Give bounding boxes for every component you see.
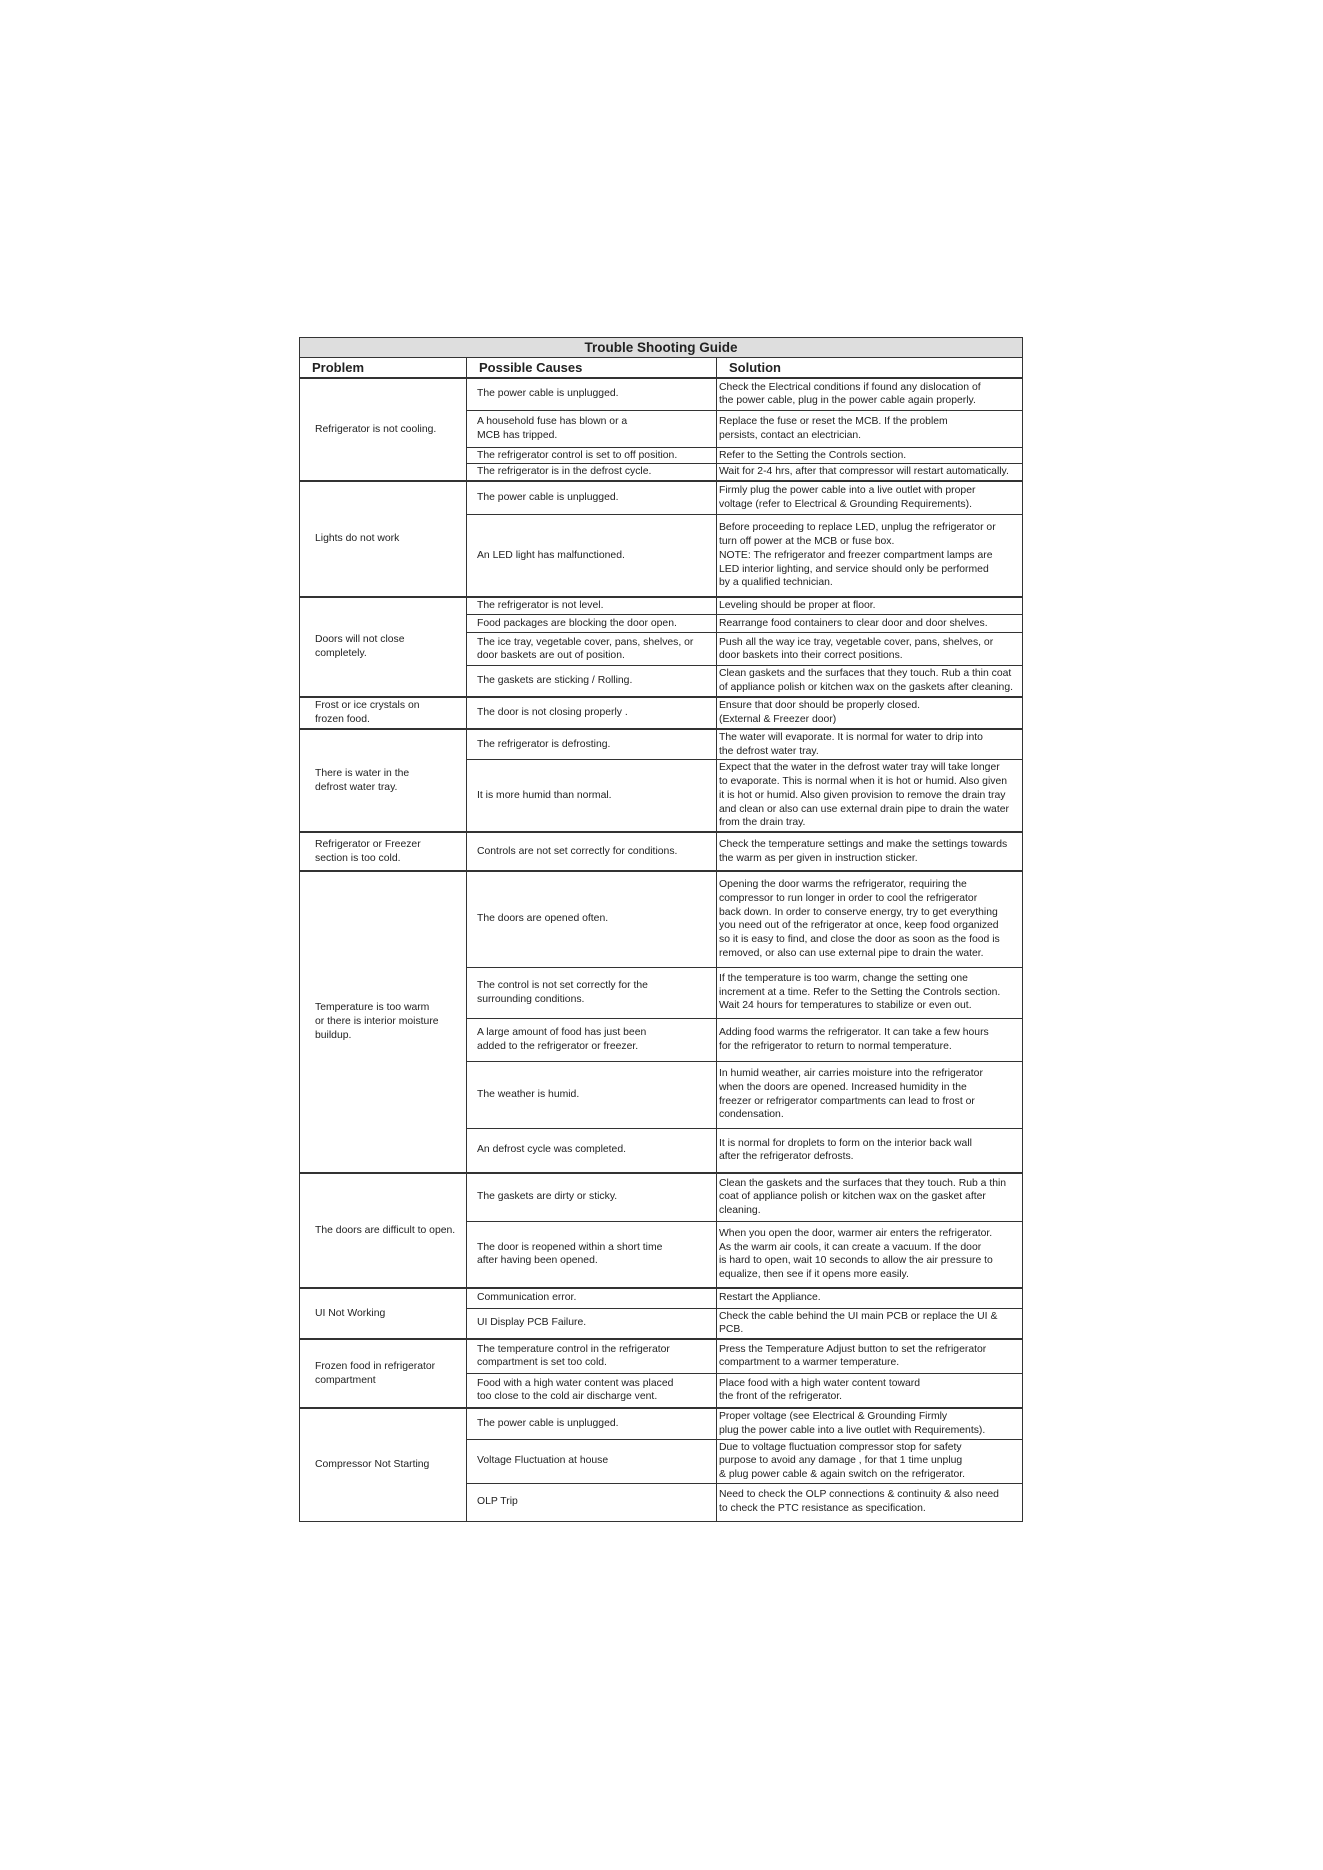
header-possible-causes: Possible Causes xyxy=(467,358,717,379)
solution-cell xyxy=(717,1061,1023,1128)
text-line: When you open the door, warmer air enters the refrigerator. xyxy=(719,1227,993,1239)
solution-cell xyxy=(717,967,1023,1018)
text-line: persists, contact an electrician. xyxy=(719,429,862,441)
text-line: & plug power cable & again switch on the refrigerator. xyxy=(719,1468,966,1480)
text-line: section is too cold. xyxy=(315,852,401,864)
problem-group xyxy=(300,1339,1023,1408)
text-line: Firmly plug the power cable into a live outlet with proper xyxy=(719,485,976,497)
text-line: MCB has tripped. xyxy=(477,429,558,441)
text-line: Wait 24 hours for temperatures to stabilize or even out. xyxy=(719,1000,972,1012)
problem-cell xyxy=(300,597,467,697)
table-row xyxy=(300,1339,1023,1373)
problem-group xyxy=(300,697,1023,729)
problem-cell xyxy=(300,1339,467,1408)
text-line: Need to check the OLP connections & continuity & also need xyxy=(719,1489,999,1501)
table-row xyxy=(300,871,1023,967)
solution-cell xyxy=(717,1018,1023,1061)
text-line: LED interior lighting, and service should only be performed xyxy=(719,563,989,575)
text-line: of appliance polish or kitchen wax on the gaskets after cleaning. xyxy=(719,682,1014,694)
solution-cell: Restart the Appliance. xyxy=(717,1288,1023,1308)
cause-cell xyxy=(467,967,717,1018)
text-line: cleaning. xyxy=(719,1205,761,1217)
text-line: If the temperature is too warm, change the setting one xyxy=(719,972,968,984)
text-line: you need out of the refrigerator at once, keep food organized xyxy=(719,920,999,932)
text-line: Temperature is too warm xyxy=(315,1002,430,1014)
solution-cell: Check the cable behind the UI main PCB or replace the UI & PCB. xyxy=(717,1308,1023,1339)
solution-cell xyxy=(717,481,1023,515)
text-line: Clean gaskets and the surfaces that they touch. Rub a thin coat xyxy=(719,668,1012,680)
text-line: back down. In order to conserve energy, try to get everything xyxy=(719,906,998,918)
cause-cell: The power cable is unplugged. xyxy=(467,1408,717,1439)
text-line: to evaporate. This is normal when it is hot or humid. Also given xyxy=(719,776,1008,788)
text-line: Frost or ice crystals on xyxy=(315,700,420,712)
text-line: Check the temperature settings and make the settings towards xyxy=(719,838,1008,850)
cause-cell xyxy=(467,1373,717,1408)
cause-cell: An defrost cycle was completed. xyxy=(467,1128,717,1173)
problem-group xyxy=(300,1288,1023,1339)
text-line: after having been opened. xyxy=(477,1255,598,1267)
text-line: In humid weather, air carries moisture into the refrigerator xyxy=(719,1068,983,1080)
table-row xyxy=(300,697,1023,729)
problem-group xyxy=(300,1173,1023,1288)
text-line: the warm as per given in instruction sticker. xyxy=(719,852,918,864)
problem-cell: Compressor Not Starting xyxy=(300,1408,467,1521)
problem-group xyxy=(300,481,1023,597)
solution-cell xyxy=(717,729,1023,760)
cause-cell xyxy=(467,1339,717,1373)
cause-cell: The refrigerator is not level. xyxy=(467,597,717,615)
solution-cell xyxy=(717,1221,1023,1288)
header-row xyxy=(300,358,1023,379)
cause-cell: UI Display PCB Failure. xyxy=(467,1308,717,1339)
table-row xyxy=(300,1288,1023,1308)
text-line: compartment is set too cold. xyxy=(477,1357,607,1369)
text-line: added to the refrigerator or freezer. xyxy=(477,1040,639,1052)
problem-group xyxy=(300,832,1023,871)
problem-cell xyxy=(300,832,467,871)
text-line: It is normal for droplets to form on the interior back wall xyxy=(719,1137,972,1149)
text-line: condensation. xyxy=(719,1109,784,1121)
solution-cell xyxy=(717,1373,1023,1408)
text-line: frozen food. xyxy=(315,713,370,725)
cause-cell: The weather is humid. xyxy=(467,1061,717,1128)
cause-cell: Food packages are blocking the door open. xyxy=(467,615,717,633)
cause-cell: Voltage Fluctuation at house xyxy=(467,1439,717,1483)
solution-cell xyxy=(717,1483,1023,1521)
header-solution: Solution xyxy=(717,358,1023,379)
text-line: completely. xyxy=(315,647,367,659)
cause-cell: The power cable is unplugged. xyxy=(467,481,717,515)
problem-group xyxy=(300,871,1023,1173)
text-line: A large amount of food has just been xyxy=(477,1026,647,1038)
problem-cell: The doors are difficult to open. xyxy=(300,1173,467,1288)
text-line: NOTE: The refrigerator and freezer compartment lamps are xyxy=(719,549,993,561)
text-line: Refrigerator or Freezer xyxy=(315,838,421,850)
problem-cell xyxy=(300,729,467,832)
cause-cell: The refrigerator is in the defrost cycle. xyxy=(467,464,717,481)
problem-group xyxy=(300,729,1023,832)
text-line: buildup. xyxy=(315,1029,352,1041)
solution-cell: Wait for 2-4 hrs, after that compressor will restart automatically. xyxy=(717,464,1023,481)
text-line: Adding food warms the refrigerator. It can take a few hours xyxy=(719,1026,989,1038)
solution-cell xyxy=(717,832,1023,871)
text-line: to check the PTC resistance as specification. xyxy=(719,1503,926,1515)
solution-cell xyxy=(717,378,1023,410)
text-line: or there is interior moisture xyxy=(315,1016,439,1028)
text-line: too close to the cold air discharge vent. xyxy=(477,1391,658,1403)
text-line: Food with a high water content was placed xyxy=(477,1377,674,1389)
table-row xyxy=(300,378,1023,410)
text-line: Opening the door warms the refrigerator, requiring the xyxy=(719,879,967,891)
text-line: the defrost water tray. xyxy=(719,745,819,757)
problem-cell: UI Not Working xyxy=(300,1288,467,1339)
text-line: is hard to open, wait 10 seconds to allow the air pressure to xyxy=(719,1255,993,1267)
problem-cell xyxy=(300,697,467,729)
cause-cell: The doors are opened often. xyxy=(467,871,717,967)
text-line: compressor to run longer in order to cool the refrigerator xyxy=(719,892,978,904)
cause-cell: It is more humid than normal. xyxy=(467,760,717,832)
text-line: compartment to a warmer temperature. xyxy=(719,1357,900,1369)
cause-cell: The refrigerator is defrosting. xyxy=(467,729,717,760)
text-line: Expect that the water in the defrost water tray will take longer xyxy=(719,762,1000,774)
solution-cell xyxy=(717,697,1023,729)
text-line: purpose to avoid any damage , for that 1 time unplug xyxy=(719,1455,963,1467)
problem-cell: Lights do not work xyxy=(300,481,467,597)
text-line: it is hot or humid. Also given provision to remove the drain tray xyxy=(719,789,1006,801)
problem-group xyxy=(300,1408,1023,1521)
text-line: door baskets are out of position. xyxy=(477,650,625,662)
text-line: Frozen food in refrigerator xyxy=(315,1360,436,1372)
text-line: by a qualified technician. xyxy=(719,577,833,589)
text-line: There is water in the xyxy=(315,767,410,779)
cause-cell xyxy=(467,1221,717,1288)
text-line: increment at a time. Refer to the Setting the Controls section. xyxy=(719,986,1001,998)
text-line: As the warm air cools, it can create a vacuum. If the door xyxy=(719,1241,982,1253)
cause-cell: Controls are not set correctly for conditions. xyxy=(467,832,717,871)
cause-cell xyxy=(467,633,717,666)
table-row xyxy=(300,1173,1023,1221)
cause-cell: The gaskets are sticking / Rolling. xyxy=(467,666,717,697)
text-line: when the doors are opened. Increased humidity in the xyxy=(719,1081,967,1093)
text-line: Clean the gaskets and the surfaces that they touch. Rub a thin xyxy=(719,1177,1007,1189)
problem-cell xyxy=(300,871,467,1173)
text-line: door baskets into their correct positions. xyxy=(719,650,903,662)
solution-cell xyxy=(717,760,1023,832)
solution-cell xyxy=(717,1128,1023,1173)
text-line: The water will evaporate. It is normal for water to drip into xyxy=(719,731,983,743)
solution-cell xyxy=(717,515,1023,597)
text-line: voltage (refer to Electrical & Grounding Requirements). xyxy=(719,499,972,511)
text-line: Press the Temperature Adjust button to set the refrigerator xyxy=(719,1343,987,1355)
text-line: plug the power cable into a live outlet with Requirements). xyxy=(719,1424,986,1436)
solution-cell: Rearrange food containers to clear door and door shelves. xyxy=(717,615,1023,633)
cause-cell: The gaskets are dirty or sticky. xyxy=(467,1173,717,1221)
text-line: turn off power at the MCB or fuse box. xyxy=(719,536,895,548)
text-line: Push all the way ice tray, vegetable cover, pans, shelves, or xyxy=(719,636,994,648)
text-line: The temperature control in the refrigerator xyxy=(477,1343,670,1355)
problem-group xyxy=(300,378,1023,481)
table-row xyxy=(300,1408,1023,1439)
text-line: for the refrigerator to return to normal temperature. xyxy=(719,1040,952,1052)
table-row xyxy=(300,832,1023,871)
text-line: compartment xyxy=(315,1374,376,1386)
problem-group xyxy=(300,597,1023,697)
cause-cell xyxy=(467,1018,717,1061)
problem-cell: Refrigerator is not cooling. xyxy=(300,378,467,481)
text-line: Before proceeding to replace LED, unplug the refrigerator or xyxy=(719,522,996,534)
cause-cell: The door is not closing properly . xyxy=(467,697,717,729)
title-row xyxy=(300,338,1023,358)
cause-cell: OLP Trip xyxy=(467,1483,717,1521)
table-row xyxy=(300,729,1023,760)
table-row xyxy=(300,597,1023,615)
text-line: equalize, then see if it opens more easily. xyxy=(719,1269,909,1281)
text-line: Due to voltage fluctuation compressor stop for safety xyxy=(719,1441,962,1453)
solution-cell xyxy=(717,871,1023,967)
text-line: Ensure that door should be properly closed. xyxy=(719,700,921,712)
cause-cell: Communication error. xyxy=(467,1288,717,1308)
text-line: coat of appliance polish or kitchen wax on the gasket after xyxy=(719,1191,986,1203)
text-line: after the refrigerator defrosts. xyxy=(719,1151,854,1163)
cause-cell: The power cable is unplugged. xyxy=(467,378,717,410)
text-line: and clean or also can use external drain pipe to drain the water xyxy=(719,803,1009,815)
header-problem: Problem xyxy=(300,358,467,379)
text-line: the power cable, plug in the power cable again properly. xyxy=(719,395,976,407)
text-line: from the drain tray. xyxy=(719,817,806,829)
text-line: (External & Freezer door) xyxy=(719,713,837,725)
solution-cell: Refer to the Setting the Controls section. xyxy=(717,447,1023,464)
text-line: the front of the refrigerator. xyxy=(719,1391,843,1403)
solution-cell xyxy=(717,666,1023,697)
text-line: Doors will not close xyxy=(315,634,405,646)
cause-cell: The refrigerator control is set to off position. xyxy=(467,447,717,464)
text-line: defrost water tray. xyxy=(315,781,398,793)
solution-cell: Leveling should be proper at floor. xyxy=(717,597,1023,615)
table-row xyxy=(300,481,1023,515)
cause-cell xyxy=(467,410,717,447)
text-line: removed, or also can use external pipe to drain the water. xyxy=(719,947,984,959)
cause-cell: An LED light has malfunctioned. xyxy=(467,515,717,597)
text-line: The control is not set correctly for the xyxy=(477,979,648,991)
solution-cell xyxy=(717,410,1023,447)
text-line: Replace the fuse or reset the MCB. If the problem xyxy=(719,415,948,427)
text-line: The ice tray, vegetable cover, pans, shelves, or xyxy=(477,636,694,648)
text-line: surrounding conditions. xyxy=(477,993,585,1005)
text-line: Place food with a high water content toward xyxy=(719,1377,921,1389)
table-title: Trouble Shooting Guide xyxy=(300,338,1023,358)
solution-cell xyxy=(717,633,1023,666)
text-line: The door is reopened within a short time xyxy=(477,1241,663,1253)
text-line: Proper voltage (see Electrical & Grounding Firmly xyxy=(719,1411,948,1423)
solution-cell xyxy=(717,1339,1023,1373)
solution-cell xyxy=(717,1408,1023,1439)
text-line: A household fuse has blown or a xyxy=(477,415,628,427)
solution-cell xyxy=(717,1173,1023,1221)
text-line: so it is easy to find, and close the door as soon as the food is xyxy=(719,934,1000,946)
solution-cell xyxy=(717,1439,1023,1483)
text-line: freezer or refrigerator compartments can lead to frost or xyxy=(719,1095,975,1107)
text-line: Check the Electrical conditions if found any dislocation of xyxy=(719,381,981,393)
troubleshooting-table xyxy=(299,337,1023,1522)
